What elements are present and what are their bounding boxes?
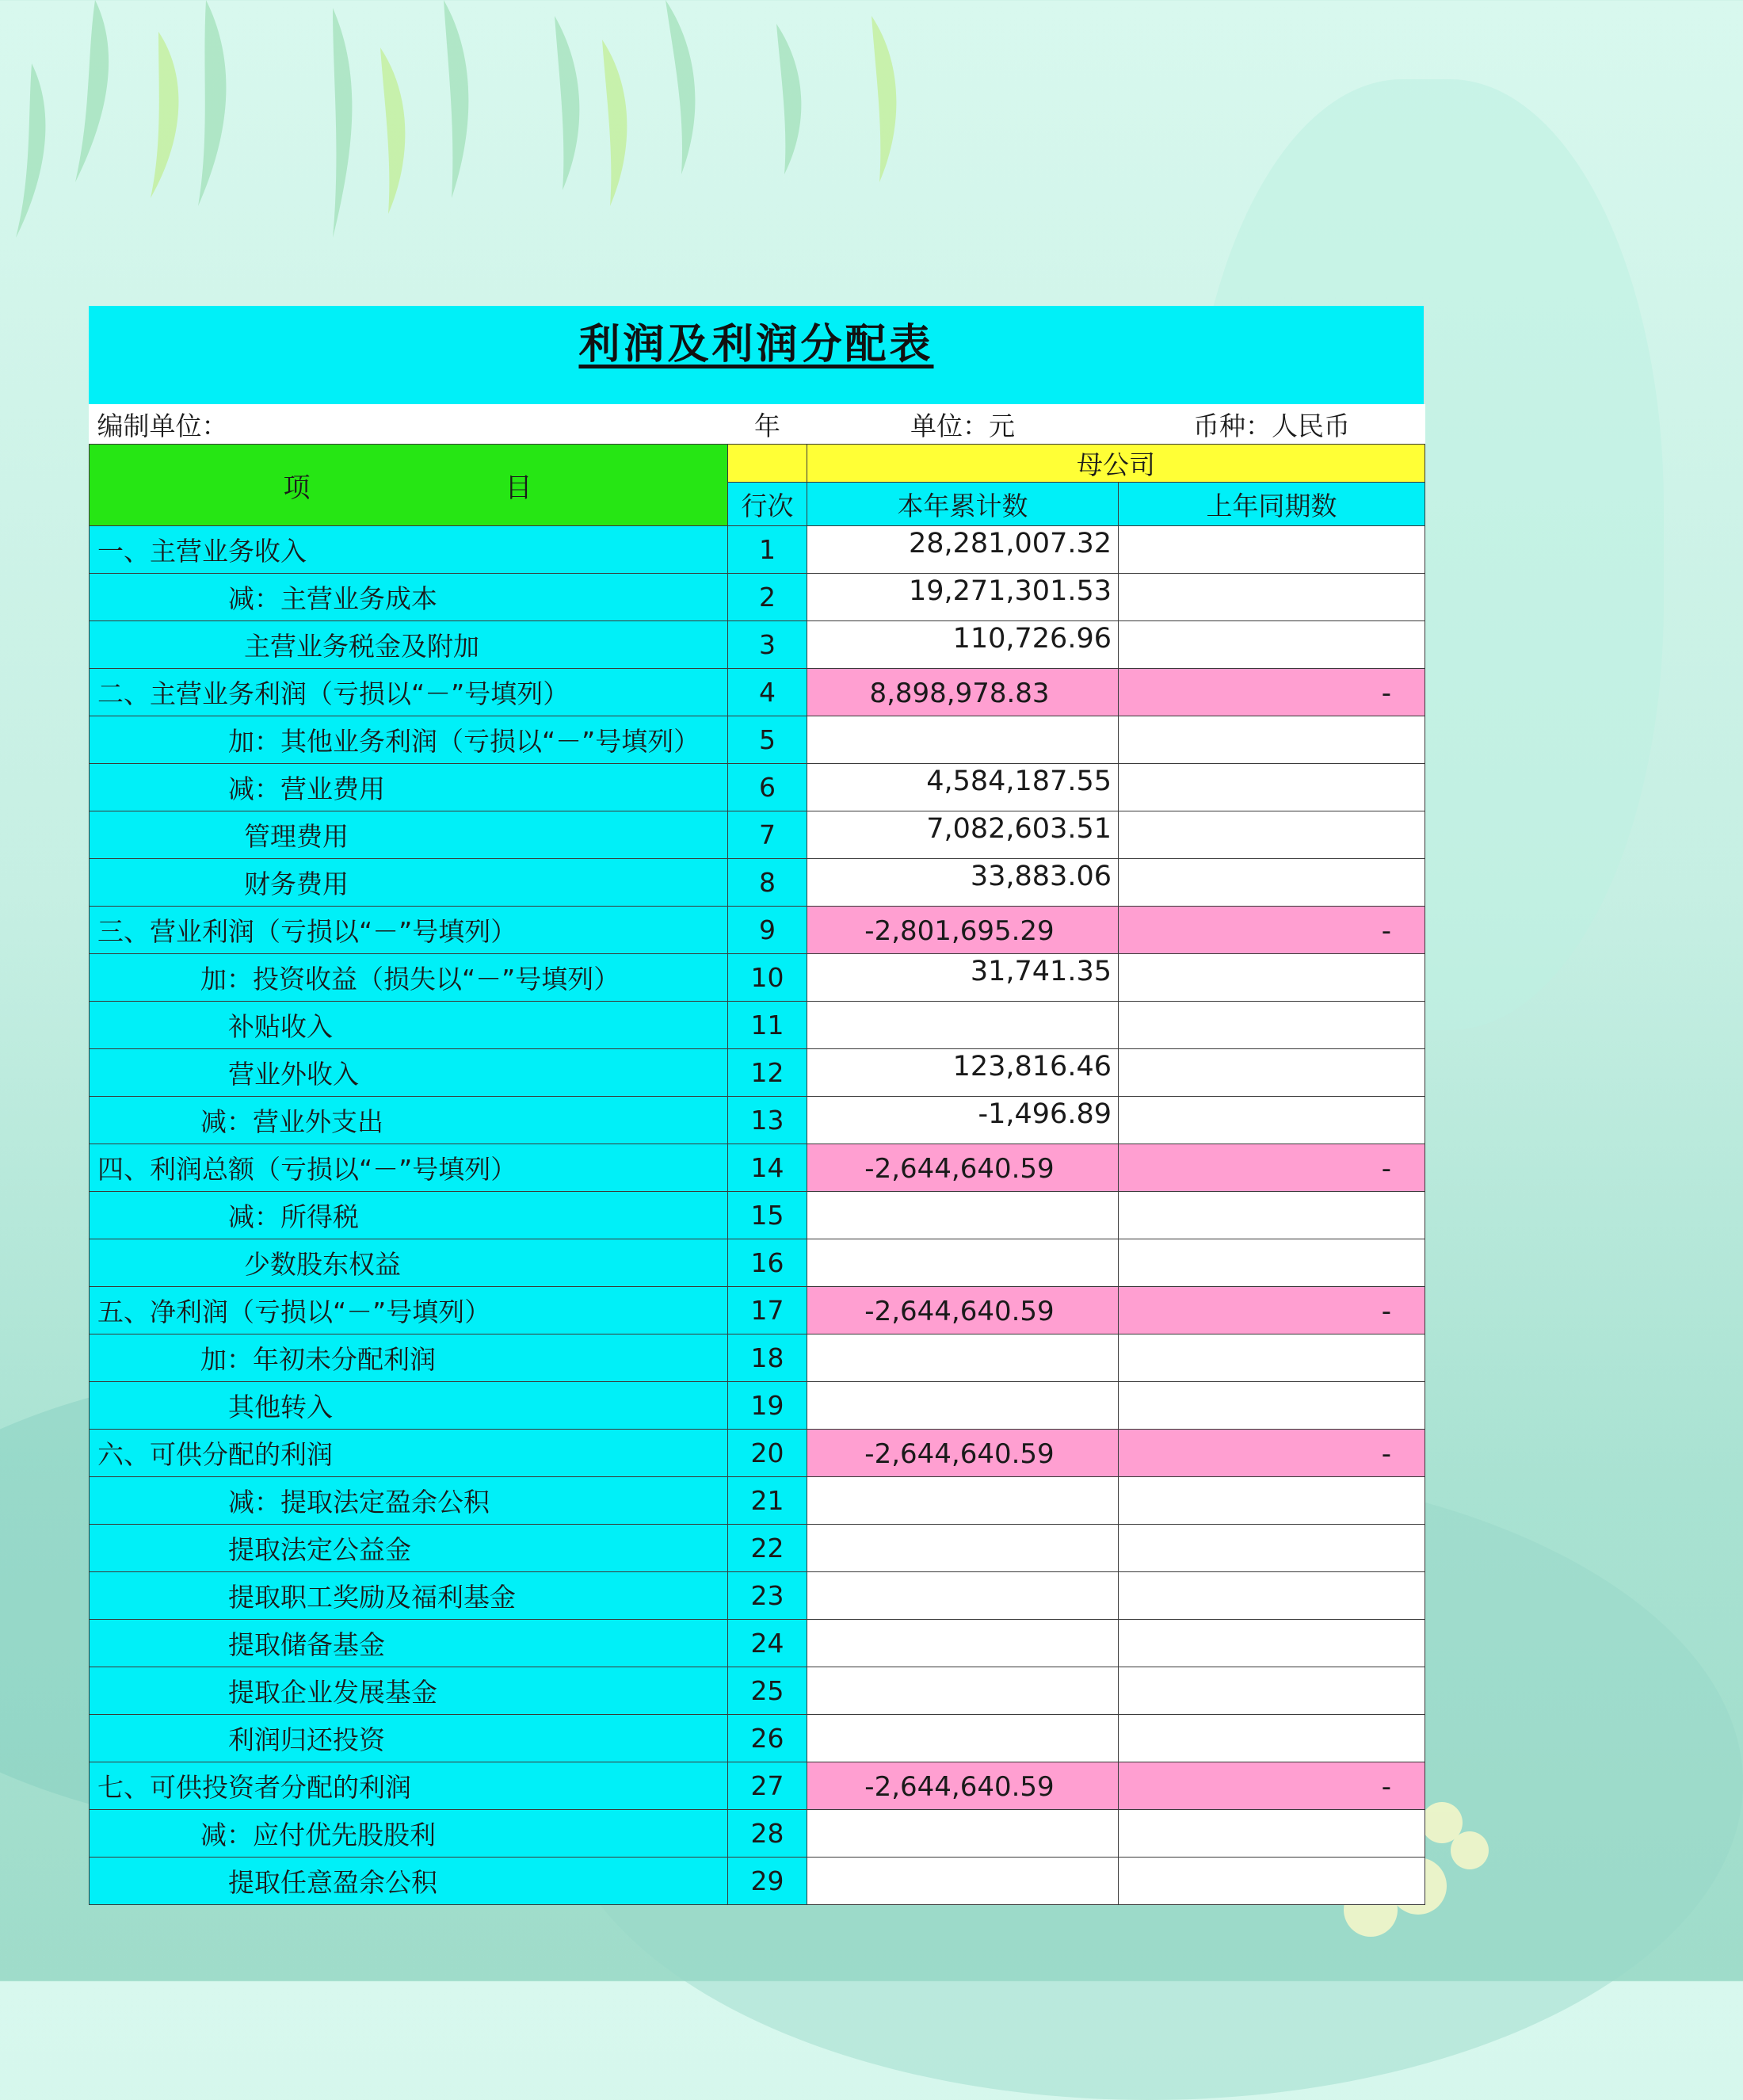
table-row [90, 1667, 1425, 1715]
row-line-number: 5 [728, 716, 807, 764]
table-row [90, 907, 1425, 954]
table-row [90, 1097, 1425, 1144]
row-line-number: 13 [728, 1097, 807, 1144]
table-row [90, 1477, 1425, 1525]
table-row [90, 1382, 1425, 1430]
row-current-value: 28,281,007.32 [807, 526, 1119, 574]
row-current-value: 7,082,603.51 [807, 811, 1119, 859]
table-row [90, 1239, 1425, 1287]
row-previous-value [1119, 764, 1425, 811]
row-current-value: 110,726.96 [807, 621, 1119, 669]
row-line-number: 1 [728, 526, 807, 574]
row-line-number: 11 [728, 1002, 807, 1049]
table-row [90, 1525, 1425, 1572]
row-label: 补贴收入 [90, 1002, 728, 1049]
table-row [90, 1715, 1425, 1762]
row-label: 减：主营业务成本 [90, 574, 728, 621]
table-row [90, 621, 1425, 669]
header-item-char-2: 目 [505, 472, 534, 504]
row-current-value [807, 1477, 1119, 1525]
row-line-number: 22 [728, 1525, 807, 1572]
row-line-number: 6 [728, 764, 807, 811]
row-line-number: 3 [728, 621, 807, 669]
row-current-value: 4,584,187.55 [807, 764, 1119, 811]
table-row [90, 1762, 1425, 1810]
row-previous-value: - [1119, 1287, 1425, 1334]
table-row [90, 859, 1425, 907]
row-line-number: 9 [728, 907, 807, 954]
row-label: 六、可供分配的利润 [90, 1430, 728, 1477]
row-previous-value [1119, 1667, 1425, 1715]
row-previous-value: - [1119, 1144, 1425, 1192]
row-label: 提取职工奖励及福利基金 [90, 1572, 728, 1620]
table-row [90, 1049, 1425, 1097]
header-parent-company: 母公司 [807, 445, 1425, 483]
row-line-number: 17 [728, 1287, 807, 1334]
row-line-number: 18 [728, 1334, 807, 1382]
row-previous-value [1119, 1097, 1425, 1144]
row-current-value [807, 1525, 1119, 1572]
row-previous-value [1119, 859, 1425, 907]
row-label: 减：营业费用 [90, 764, 728, 811]
row-previous-value [1119, 1049, 1425, 1097]
row-previous-value [1119, 1572, 1425, 1620]
row-previous-value [1119, 954, 1425, 1002]
profit-distribution-table [89, 404, 1425, 1905]
table-row [90, 1192, 1425, 1239]
header-line-no: 行次 [728, 483, 807, 526]
row-current-value: -2,644,640.59 [807, 1430, 1119, 1477]
row-line-number: 19 [728, 1382, 807, 1430]
willow-leaves-decoration [0, 0, 1030, 333]
table-row [90, 1002, 1425, 1049]
row-line-number: 28 [728, 1810, 807, 1858]
row-label: 管理费用 [90, 811, 728, 859]
row-label: 三、营业利润（亏损以“－”号填列） [90, 907, 728, 954]
row-previous-value [1119, 1002, 1425, 1049]
row-line-number: 7 [728, 811, 807, 859]
row-previous-value: - [1119, 907, 1425, 954]
row-previous-value [1119, 1477, 1425, 1525]
row-line-number: 21 [728, 1477, 807, 1525]
row-previous-value [1119, 1620, 1425, 1667]
row-line-number: 16 [728, 1239, 807, 1287]
row-label: 财务费用 [90, 859, 728, 907]
row-label: 五、净利润（亏损以“－”号填列） [90, 1287, 728, 1334]
header-item [90, 445, 728, 526]
row-label: 四、利润总额（亏损以“－”号填列） [90, 1144, 728, 1192]
row-line-number: 24 [728, 1620, 807, 1667]
table-row [90, 526, 1425, 574]
row-current-value: 31,741.35 [807, 954, 1119, 1002]
row-current-value: -2,644,640.59 [807, 1144, 1119, 1192]
row-previous-value [1119, 1715, 1425, 1762]
row-label: 加：其他业务利润（亏损以“－”号填列） [90, 716, 728, 764]
header-current-year: 本年累计数 [807, 483, 1119, 526]
row-line-number: 2 [728, 574, 807, 621]
row-current-value [807, 716, 1119, 764]
meta-row [90, 404, 1425, 445]
table-row [90, 574, 1425, 621]
row-line-number: 27 [728, 1762, 807, 1810]
row-current-value: 8,898,978.83 [807, 669, 1119, 716]
row-label: 加：投资收益（损失以“－”号填列） [90, 954, 728, 1002]
table-row [90, 1144, 1425, 1192]
row-previous-value [1119, 1810, 1425, 1858]
row-previous-value: - [1119, 1430, 1425, 1477]
row-current-value [807, 1715, 1119, 1762]
row-current-value [807, 1334, 1119, 1382]
row-label: 一、主营业务收入 [90, 526, 728, 574]
row-current-value [807, 1239, 1119, 1287]
row-label: 减：所得税 [90, 1192, 728, 1239]
row-label: 二、主营业务利润（亏损以“－”号填列） [90, 669, 728, 716]
row-label: 提取企业发展基金 [90, 1667, 728, 1715]
row-previous-value: - [1119, 1762, 1425, 1810]
row-previous-value [1119, 621, 1425, 669]
row-label: 减：营业外支出 [90, 1097, 728, 1144]
row-line-number: 29 [728, 1858, 807, 1905]
row-label: 少数股东权益 [90, 1239, 728, 1287]
currency-label: 币种：人民币 [1119, 404, 1425, 445]
preparer-label: 编制单位： [90, 404, 728, 445]
table-row [90, 1858, 1425, 1905]
header-row-1 [90, 445, 1425, 483]
page-title: 利润及利润分配表 [578, 320, 934, 368]
row-current-value [807, 1810, 1119, 1858]
row-label: 主营业务税金及附加 [90, 621, 728, 669]
title-band [89, 306, 1425, 404]
row-previous-value [1119, 1858, 1425, 1905]
table-row [90, 1430, 1425, 1477]
row-line-number: 20 [728, 1430, 807, 1477]
row-current-value: -1,496.89 [807, 1097, 1119, 1144]
row-previous-value: - [1119, 669, 1425, 716]
row-current-value: 123,816.46 [807, 1049, 1119, 1097]
row-current-value [807, 1620, 1119, 1667]
row-current-value: -2,801,695.29 [807, 907, 1119, 954]
row-previous-value [1119, 811, 1425, 859]
row-previous-value [1119, 1192, 1425, 1239]
table-row [90, 1620, 1425, 1667]
row-label: 提取法定公益金 [90, 1525, 728, 1572]
row-label: 提取任意盈余公积 [90, 1858, 728, 1905]
row-previous-value [1119, 1334, 1425, 1382]
row-previous-value [1119, 1525, 1425, 1572]
row-previous-value [1119, 526, 1425, 574]
table-row [90, 1810, 1425, 1858]
row-current-value: -2,644,640.59 [807, 1287, 1119, 1334]
row-line-number: 25 [728, 1667, 807, 1715]
row-line-number: 26 [728, 1715, 807, 1762]
unit-label: 单位：元 [807, 404, 1119, 445]
row-current-value [807, 1858, 1119, 1905]
row-line-number: 12 [728, 1049, 807, 1097]
row-current-value [807, 1002, 1119, 1049]
table-row [90, 764, 1425, 811]
table-row [90, 1287, 1425, 1334]
row-line-number: 14 [728, 1144, 807, 1192]
header-previous-year: 上年同期数 [1119, 483, 1425, 526]
row-label: 营业外收入 [90, 1049, 728, 1097]
table-row [90, 669, 1425, 716]
row-current-value [807, 1192, 1119, 1239]
row-current-value: -2,644,640.59 [807, 1762, 1119, 1810]
row-current-value: 33,883.06 [807, 859, 1119, 907]
table-row [90, 811, 1425, 859]
row-current-value: 19,271,301.53 [807, 574, 1119, 621]
row-label: 加：年初未分配利润 [90, 1334, 728, 1382]
row-previous-value [1119, 574, 1425, 621]
row-previous-value [1119, 716, 1425, 764]
row-current-value [807, 1572, 1119, 1620]
table-row [90, 716, 1425, 764]
row-line-number: 4 [728, 669, 807, 716]
row-line-number: 8 [728, 859, 807, 907]
row-label: 利润归还投资 [90, 1715, 728, 1762]
header-item-char-1: 项 [283, 472, 312, 504]
row-label: 其他转入 [90, 1382, 728, 1430]
row-label: 减：应付优先股股利 [90, 1810, 728, 1858]
table-row [90, 1572, 1425, 1620]
row-previous-value [1119, 1382, 1425, 1430]
table-row [90, 1334, 1425, 1382]
spreadsheet [89, 306, 1425, 1898]
row-previous-value [1119, 1239, 1425, 1287]
row-label: 提取储备基金 [90, 1620, 728, 1667]
year-label: 年 [728, 404, 807, 445]
row-current-value [807, 1667, 1119, 1715]
row-line-number: 15 [728, 1192, 807, 1239]
row-label: 七、可供投资者分配的利润 [90, 1762, 728, 1810]
row-line-number: 23 [728, 1572, 807, 1620]
row-line-number: 10 [728, 954, 807, 1002]
row-label: 减：提取法定盈余公积 [90, 1477, 728, 1525]
row-current-value [807, 1382, 1119, 1430]
header-blank [728, 445, 807, 483]
table-row [90, 954, 1425, 1002]
